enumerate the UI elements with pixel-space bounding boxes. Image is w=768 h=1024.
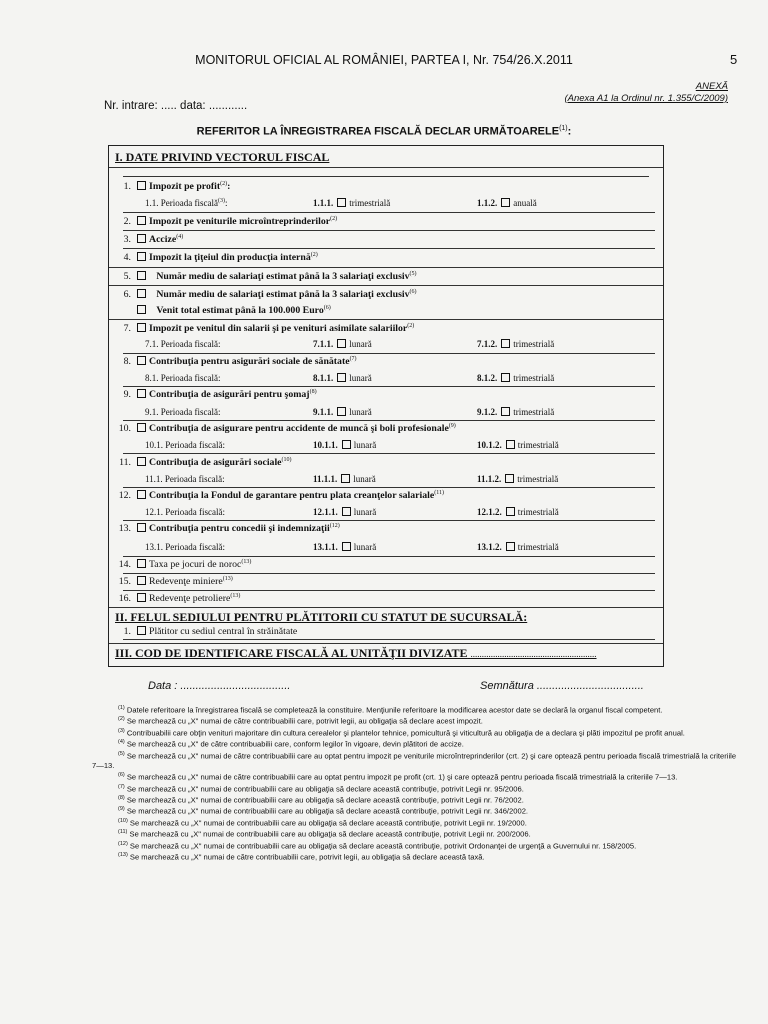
entry-number-line: Nr. intrare: ..... data: ............ (104, 100, 248, 112)
divider (123, 639, 655, 640)
divider (123, 420, 655, 421)
divider (123, 230, 655, 231)
item-label: Accize (149, 234, 177, 245)
period-note: (3) (217, 198, 225, 204)
annex-label: ANEXĂ (695, 81, 728, 92)
item-number: 13. (118, 523, 131, 534)
option-label: trimestrială (517, 507, 559, 517)
divider (109, 319, 663, 320)
vector-item-2 (109, 216, 337, 227)
item-label: Număr mediu de salariaţi estimat până la 3 salariaţi exclusiv (156, 289, 410, 300)
period-9-1: 9.1. Perioada fiscală: (145, 407, 221, 417)
divider (109, 267, 663, 268)
item-label: Contribuţia de asigurări sociale (149, 457, 282, 468)
fond-garantare-checkbox[interactable] (137, 490, 146, 499)
item-number: 10. (118, 423, 131, 434)
divider (123, 176, 649, 177)
item-note: (10) (281, 457, 292, 463)
lunara-checkbox[interactable] (342, 507, 351, 516)
vector-item-11 (109, 457, 292, 468)
trimestriala-checkbox[interactable] (506, 507, 515, 516)
footnote (92, 805, 737, 816)
divider (109, 643, 663, 644)
option-label: lunară (353, 507, 377, 517)
option-label: trimestrială (513, 407, 555, 417)
option-label: anuală (513, 198, 537, 208)
vector-item-7 (109, 323, 414, 334)
period-10-1-1 (313, 440, 376, 450)
salariati-5-checkbox[interactable] (137, 271, 146, 280)
footnote (92, 738, 737, 749)
footnote-number: (12) (118, 840, 128, 847)
option-label: lunară (349, 373, 372, 383)
item-number: 4. (123, 252, 131, 263)
footnote-number: (11) (118, 829, 128, 836)
vector-item-12 (109, 490, 444, 501)
vector-item-3 (109, 234, 183, 245)
lunara-checkbox[interactable] (342, 542, 351, 551)
footnote-number: (13) (118, 852, 128, 859)
divider (123, 520, 655, 521)
item-number: 15. (118, 576, 131, 587)
option-code: 8.1.1. (313, 373, 334, 383)
footnotes (92, 704, 737, 863)
footnote (92, 715, 737, 726)
period-7-1-2 (477, 339, 554, 349)
footnote-text: Se marchează cu „X" numai de către contribuabilii care, potrivit legii, au obligaţia să declare acest impozit. (126, 716, 483, 726)
impozit-profit-checkbox[interactable] (137, 181, 146, 190)
lunara-checkbox[interactable] (337, 339, 346, 348)
section-3-title-text: III. COD DE IDENTIFICARE FISCALĂ AL UNITĂŢII DIVIZATE (115, 646, 468, 660)
footnote-number: (2) (118, 716, 125, 723)
option-code: 11.1.2. (477, 474, 502, 484)
item-note: (11) (434, 490, 444, 496)
divider (109, 607, 663, 608)
impozit-micro-checkbox[interactable] (137, 216, 146, 225)
impozit-salarii-checkbox[interactable] (137, 323, 146, 332)
vector-item-15 (109, 576, 233, 587)
option-code: 10.1.2. (477, 440, 502, 450)
option-code: 9.1.2. (477, 407, 498, 417)
footnote (92, 783, 737, 794)
divider (123, 487, 655, 488)
vector-item-6 (109, 289, 417, 300)
period-1-1-2 (477, 198, 537, 208)
annex-order: (Anexa A1 la Ordinul nr. 1.355/C/2009) (564, 93, 728, 104)
option-code: 10.1.1. (313, 440, 338, 450)
divider (123, 386, 655, 387)
option-label: lunară (349, 407, 372, 417)
footnote-text: Se marchează cu „X" numai de contribuabilii care au obligaţia să declare această contribuţie, potrivit Ordonanţei de urgenţă a Guvernului nr. 158/2005. (129, 841, 637, 851)
divider (123, 212, 655, 213)
vector-item-14 (109, 559, 251, 570)
period-10-1: 10.1. Perioada fiscală: (145, 440, 225, 450)
option-label: lunară (349, 339, 372, 349)
declaration-form (108, 145, 664, 667)
item-label: Taxa pe jocuri de noroc (149, 559, 242, 570)
footnote (92, 727, 737, 738)
period-1-1: 1.1. Perioada fiscală$^{(3)}$: (145, 198, 228, 208)
jocuri-noroc-checkbox[interactable] (137, 559, 146, 568)
option-code: 1.1.1. (313, 198, 334, 208)
lunara-checkbox[interactable] (337, 373, 346, 382)
item-label: Plătitor cu sediul central în străinătate (149, 626, 298, 637)
sediu-item (109, 626, 297, 637)
redevente-miniere-checkbox[interactable] (137, 576, 146, 585)
accize-checkbox[interactable] (137, 234, 146, 243)
vector-item-13 (109, 523, 340, 534)
footnote-number: (10) (118, 817, 128, 824)
item-label: Venit total estimat până la 100.000 Euro (156, 305, 324, 316)
item-number: 1. (123, 181, 131, 192)
divider (109, 167, 663, 168)
footnote-text: Se marchează cu „X" numai de către contribuabilii care, potrivit legii, au obligaţia să declare această taxă. (129, 852, 485, 862)
gazette-header: MONITORUL OFICIAL AL ROMÂNIEI, PARTEA I, Nr. 754/26.X.2011 (195, 53, 573, 67)
footnote (92, 840, 737, 851)
annex-reference (564, 81, 728, 105)
footnote-text: Se marchează cu „X" numai de contribuabilii care au obligaţia să declare această contribuţie, potrivit Legii nr. 346/2002. (126, 806, 529, 816)
anuala-checkbox[interactable] (501, 198, 510, 207)
option-code: 9.1.1. (313, 407, 334, 417)
item-label: Contribuţia la Fondul de garantare pentru plata creanţelor salariale (149, 490, 435, 501)
section-1-title: I. DATE PRIVIND VECTORUL FISCAL (115, 150, 330, 164)
footnote-number: (9) (118, 806, 125, 813)
item-number: 16. (118, 593, 131, 604)
item-label: Redevenţe petroliere (149, 593, 231, 604)
trimestriala-checkbox[interactable] (501, 407, 510, 416)
cif-input[interactable]: ........................................................ (470, 649, 597, 659)
item-label: Contribuţia de asigurări pentru şomaj (149, 389, 310, 400)
item-note: (2) (330, 216, 338, 222)
item-number: 5. (123, 271, 131, 282)
period-13-1-1 (313, 542, 376, 552)
footnote-number: (8) (118, 794, 125, 801)
trimestriala-checkbox[interactable] (337, 198, 346, 207)
period-13-1: 13.1. Perioada fiscală: (145, 542, 225, 552)
impozit-titei-checkbox[interactable] (137, 252, 146, 261)
footnote-text: Se marchează cu „X" de către contribuabilii care, conform legilor în vigoare, devin plătitori de accize. (126, 739, 464, 749)
option-code: 7.1.1. (313, 339, 334, 349)
item-number: 12. (118, 490, 131, 501)
item-note: (9) (448, 423, 456, 429)
cas-checkbox[interactable] (137, 457, 146, 466)
vector-item-16 (109, 593, 240, 604)
period-9-1-1 (313, 407, 372, 417)
period-8-1-1 (313, 373, 372, 383)
divider (123, 353, 655, 354)
option-label: lunară (353, 474, 376, 484)
vector-item-8 (109, 356, 357, 367)
section-2-title: II. FELUL SEDIULUI PENTRU PLĂTITORII CU STATUT DE SUCURSALĂ: (115, 610, 528, 624)
page-number: 5 (730, 52, 738, 67)
redevente-petroliere-checkbox[interactable] (137, 593, 146, 602)
form-title: REFERITOR LA ÎNREGISTRAREA FISCALĂ DECLAR URMĂTOARELE$^{(1)}$: (196, 125, 572, 138)
item-note: (13) (222, 576, 233, 582)
period-8-1-2 (477, 373, 554, 383)
item-label: Impozit pe venitul din salarii şi pe venituri asimilate salariilor (149, 323, 408, 334)
period-7-1: 7.1. Perioada fiscală: (145, 339, 221, 349)
option-code: 7.1.2. (477, 339, 498, 349)
divider (123, 573, 655, 574)
period-1-1-1 (313, 198, 390, 208)
period-11-1: 11.1. Perioada fiscală: (145, 474, 225, 484)
period-7-1-1 (313, 339, 372, 349)
footnote (92, 828, 737, 839)
item-number: 7. (123, 323, 131, 334)
trimestriala-checkbox[interactable] (501, 339, 510, 348)
footnote-number: (1) (118, 705, 125, 711)
item-label: Impozit pe veniturile microîntreprinderilor (149, 216, 331, 227)
signature-field[interactable]: Semnătura ................................... (480, 680, 644, 692)
footnote-text: Contribuabilii care obţin venituri majoritare din cultura cerealelor şi plantelor tehnice, pomicultură şi viticultură au obligaţia de a declara şi plăti impozitul pe profit anual. (126, 728, 685, 738)
vector-item-4 (109, 252, 318, 263)
trimestriala-checkbox[interactable] (506, 542, 515, 551)
item-note: (13) (241, 559, 252, 565)
option-label: trimestrială (517, 542, 559, 552)
footnote (92, 771, 737, 782)
item-label: Redevenţe miniere (149, 576, 223, 587)
period-10-1-2 (477, 440, 559, 450)
period-8-1: 8.1. Perioada fiscală: (145, 373, 221, 383)
item-note: (2) (310, 252, 318, 258)
option-code: 11.1.1. (313, 474, 338, 484)
option-label: trimestrială (517, 440, 559, 450)
divider (123, 248, 655, 249)
cass-checkbox[interactable] (137, 356, 146, 365)
item-suffix: : (227, 181, 231, 192)
item-note: (7) (349, 356, 357, 362)
vector-item-9 (109, 389, 317, 400)
option-label: lunară (353, 440, 377, 450)
option-label: trimestrială (513, 339, 555, 349)
footnote-number: (4) (118, 739, 125, 746)
footnote-number: (5) (118, 750, 125, 757)
divider (109, 285, 663, 286)
footnote-text: Datele referitoare la înregistrarea fiscală se completează la constituire. Menţiunile referitoare la modificarea acestor date se declară la organul fiscal competent. (126, 705, 663, 715)
trimestriala-checkbox[interactable] (506, 440, 515, 449)
footnote-text: Se marchează cu „X" numai de contribuabilii care au obligaţia să declare această contribuţie, potrivit Legii nr. 19/2000. (129, 818, 527, 828)
period-12-1-1 (313, 507, 376, 517)
option-code: 13.1.1. (313, 542, 338, 552)
option-label: trimestrială (349, 198, 391, 208)
period-12-1-2 (477, 507, 559, 517)
item-note: (6) (323, 305, 331, 311)
item-note: (5) (409, 271, 417, 277)
trimestriala-checkbox[interactable] (501, 373, 510, 382)
item-number: 14. (118, 559, 131, 570)
trimestriala-checkbox[interactable] (505, 474, 514, 483)
vector-item-1 (109, 181, 230, 192)
item-number: 8. (123, 356, 131, 367)
section-3-title (115, 646, 597, 661)
footnote-text: Se marchează cu „X" numai de contribuabilii care au obligaţia să declare această contribuţie, potrivit Legii nr. 76/2002. (126, 795, 524, 805)
period-9-1-2 (477, 407, 554, 417)
form-title-note: (1) (559, 125, 568, 132)
lunara-checkbox[interactable] (341, 474, 350, 483)
accidente-checkbox[interactable] (137, 423, 146, 432)
lunara-checkbox[interactable] (342, 440, 351, 449)
footnote-number: (6) (118, 772, 125, 779)
lunara-checkbox[interactable] (337, 407, 346, 416)
concedii-checkbox[interactable] (137, 523, 146, 532)
item-note: (6) (409, 289, 417, 295)
item-number: 1. (123, 626, 131, 637)
option-code: 12.1.2. (477, 507, 502, 517)
date-field[interactable]: Data : .................................... (148, 680, 291, 692)
item-note: (12) (329, 523, 340, 529)
divider (123, 453, 655, 454)
item-label: Contribuţia de asigurare pentru accidente de muncă şi boli profesionale (149, 423, 449, 434)
item-note: (8) (309, 389, 317, 395)
vector-item-5 (109, 271, 417, 282)
item-label: Număr mediu de salariaţi estimat până la 3 salariaţi exclusiv (156, 271, 410, 282)
item-note: (13) (230, 593, 241, 599)
sediu-strainatate-checkbox[interactable] (137, 626, 146, 635)
item-number: 2. (123, 216, 131, 227)
item-number: 6. (123, 289, 131, 300)
option-code: 12.1.1. (313, 507, 338, 517)
item-note: (2) (220, 181, 228, 187)
divider (123, 556, 655, 557)
footnote-text: Se marchează cu „X" numai de contribuabilii care au obligaţia să declare această contribuţie, potrivit Legii nr. 200/2006. (129, 829, 531, 839)
footnote-text: Se marchează cu „X" numai de contribuabilii care au obligaţia să declare această contribuţie, potrivit Legii nr. 95/2006. (126, 784, 524, 794)
footnote (92, 851, 737, 862)
option-label: lunară (353, 542, 377, 552)
period-11-1-2 (477, 474, 558, 484)
option-code: 8.1.2. (477, 373, 498, 383)
item-label: Contribuţia pentru concedii şi indemnizaţii (149, 523, 330, 534)
item-number: 9. (123, 389, 131, 400)
period-13-1-2 (477, 542, 559, 552)
vector-item-10 (109, 423, 456, 434)
period-11-1-1 (313, 474, 376, 484)
item-note: (4) (176, 234, 184, 240)
footnote (92, 750, 737, 771)
footnote-text: Se marchează cu „X" numai de către contribuabilii care au optat pentru impozit pe veniturile microîntreprinderilor (crt. 2) şi care optează pentru perioada fiscală trimestrială la criteriile 7—13. (92, 751, 737, 771)
footnote-text: Se marchează cu „X" numai de către contribuabilii care au optat pentru impozit pe profit (crt. 1) şi care optează pentru perioada fiscală trimestrială la criteriile 7—13. (126, 772, 678, 782)
option-code: 13.1.2. (477, 542, 502, 552)
footnote-number: (3) (118, 727, 125, 734)
footnote (92, 704, 737, 715)
venit-total-checkbox[interactable] (137, 305, 146, 314)
salariati-6-checkbox[interactable] (137, 289, 146, 298)
period-12-1: 12.1. Perioada fiscală: (145, 507, 225, 517)
divider (123, 590, 655, 591)
period-label: 1.1. Perioada fiscală (145, 198, 218, 208)
somaj-checkbox[interactable] (137, 389, 146, 398)
vector-item-6-venit (109, 305, 331, 316)
item-note: (2) (407, 323, 415, 329)
option-label: trimestrială (517, 474, 559, 484)
item-label: Impozit la ţiţeiul din producţia internă (149, 252, 311, 263)
option-label: trimestrială (513, 373, 555, 383)
option-code: 1.1.2. (477, 198, 498, 208)
item-number: 3. (123, 234, 131, 245)
item-label: Contribuţia pentru asigurări sociale de sănătate (149, 356, 350, 367)
item-label: Impozit pe profit (149, 181, 221, 192)
footnote (92, 817, 737, 828)
form-title-text: REFERITOR LA ÎNREGISTRAREA FISCALĂ DECLAR URMĂTOARELE (196, 125, 560, 138)
footnote-number: (7) (118, 783, 125, 790)
item-number: 11. (119, 457, 131, 468)
footnote (92, 794, 737, 805)
